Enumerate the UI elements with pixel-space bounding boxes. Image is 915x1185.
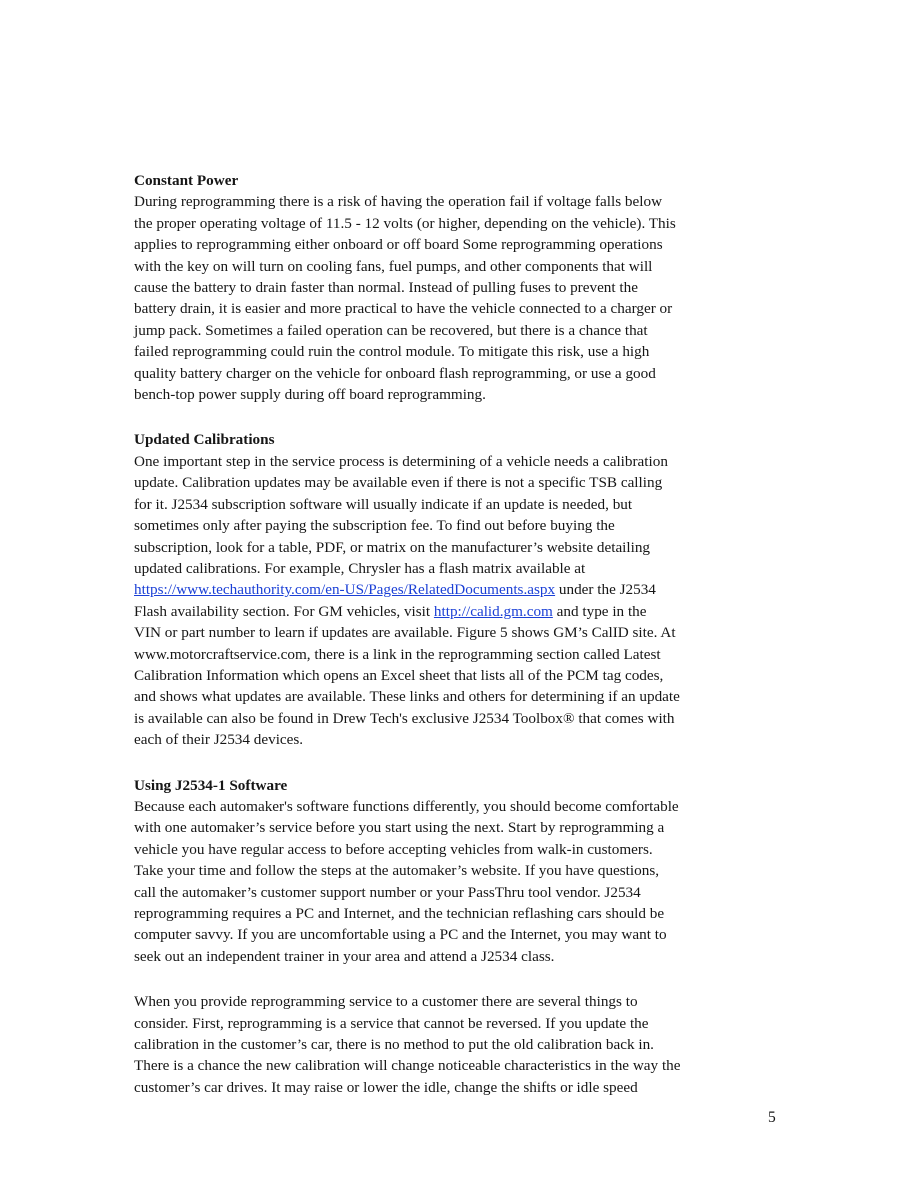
- text-run: calibration in the customer’s car, there is no method to put the old calibration back in.: [134, 1036, 654, 1054]
- text-run: with one automaker’s service before you start using the next. Start by reprogramming a: [134, 819, 665, 837]
- text-line: [134, 472, 786, 493]
- text-run: each of their J2534 devices.: [134, 731, 304, 749]
- text-run: VIN or part number to learn if updates are available. Figure 5 shows GM’s CalID site. At: [134, 624, 676, 642]
- text-line: [134, 903, 786, 924]
- text-run: is available can also be found in Drew Tech's exclusive J2534 Toolbox® that comes with: [134, 709, 675, 727]
- text-line: [134, 839, 786, 860]
- text-line: [134, 384, 786, 405]
- text-line: [134, 341, 786, 362]
- hyperlink[interactable]: http://calid.gm.com: [433, 602, 553, 620]
- text-line: [134, 320, 786, 341]
- text-line: [134, 882, 786, 903]
- text-run: There is a chance the new calibration will change noticeable characteristics in the way the: [134, 1057, 681, 1075]
- page-number: 5: [768, 1109, 776, 1126]
- section-heading: Using J2534-1 Software: [134, 776, 288, 794]
- text-line: [134, 860, 786, 881]
- text-run: Flash availability section. For GM vehicles, visit: [134, 602, 434, 620]
- text-line: [134, 579, 786, 600]
- text-line: [134, 991, 786, 1012]
- text-line: [134, 729, 786, 750]
- text-run: jump pack. Sometimes a failed operation can be recovered, but there is a chance that: [134, 321, 648, 339]
- text-line: [134, 924, 786, 945]
- section-heading: Updated Calibrations: [134, 431, 275, 449]
- text-run: During reprogramming there is a risk of having the operation fail if voltage falls below: [134, 193, 663, 211]
- text-run: computer savvy. If you are uncomfortable using a PC and the Internet, you may want to: [134, 926, 667, 944]
- text-line: [134, 644, 786, 665]
- text-run: reprogramming requires a PC and Internet, and the technician reflashing cars should be: [134, 905, 665, 922]
- text-line: [134, 1034, 786, 1055]
- section: [134, 991, 786, 1098]
- text-line: [134, 537, 786, 558]
- text-line: [134, 494, 786, 515]
- text-run: applies to reprogramming either onboard or off board Some reprogramming operations: [134, 236, 663, 254]
- text-run: the proper operating voltage of 11.5 - 12 volts (or higher, depending on the vehicle). This: [134, 214, 676, 232]
- text-line: [134, 298, 786, 319]
- text-run: www.motorcraftservice.com, there is a link in the reprogramming section called Latest: [134, 645, 661, 663]
- text-run: under the J2534: [555, 581, 656, 599]
- text-line: [134, 708, 786, 729]
- text-line: [134, 1055, 786, 1076]
- text-run: failed reprogramming could ruin the control module. To mitigate this risk, use a high: [134, 343, 650, 361]
- text-line: [134, 191, 786, 212]
- text-run: sometimes only after paying the subscription fee. To find out before buying the: [134, 517, 615, 535]
- text-run: bench-top power supply during off board reprogramming.: [134, 386, 486, 404]
- text-line: [134, 515, 786, 536]
- text-run: Calibration Information which opens an Excel sheet that lists all of the PCM tag codes,: [134, 666, 664, 684]
- section: [134, 170, 786, 405]
- section-heading: Constant Power: [134, 172, 239, 189]
- text-run: with the key on will turn on cooling fans, fuel pumps, and other components that will: [134, 257, 653, 275]
- text-line: [134, 1077, 786, 1098]
- text-line: [134, 213, 786, 234]
- text-run: for it. J2534 subscription software will usually indicate if an update is needed, but: [134, 495, 633, 513]
- text-line: [134, 363, 786, 384]
- section: [134, 429, 786, 750]
- text-run: and type in the: [552, 602, 647, 620]
- text-run: consider. First, reprogramming is a service that cannot be reversed. If you update the: [134, 1014, 649, 1032]
- text-line: [134, 686, 786, 707]
- text-run: updated calibrations. For example, Chrysler has a flash matrix available at: [134, 559, 586, 577]
- text-line: [134, 558, 786, 579]
- text-run: Take your time and follow the steps at the automaker’s website. If you have questions,: [134, 862, 660, 880]
- text-run: Because each automaker's software functions differently, you should become comfortable: [134, 797, 679, 815]
- text-run: customer’s car drives. It may raise or lower the idle, change the shifts or idle speed: [134, 1078, 638, 1096]
- text-line: [134, 622, 786, 643]
- text-run: and shows what updates are available. These links and others for determining if an update: [134, 688, 680, 706]
- text-run: battery drain, it is easier and more practical to have the vehicle connected to a charger or: [134, 300, 673, 318]
- text-run: call the automaker’s customer support number or your PassThru tool vendor. J2534: [134, 883, 641, 901]
- text-line: [134, 1013, 786, 1034]
- text-line: [134, 946, 786, 967]
- text-line: [134, 256, 786, 277]
- text-run: subscription, look for a table, PDF, or matrix on the manufacturer’s website detailing: [134, 538, 651, 556]
- document-body: [134, 170, 786, 1122]
- text-run: vehicle you have regular access to before accepting vehicles from walk-in customers.: [134, 840, 653, 858]
- text-line: [134, 817, 786, 838]
- text-run: quality battery charger on the vehicle for onboard flash reprogramming, or use a good: [134, 364, 656, 382]
- hyperlink[interactable]: https://www.techauthority.com/en-US/Pages/RelatedDocuments.aspx: [134, 581, 556, 599]
- section: [134, 775, 786, 968]
- text-line: [134, 234, 786, 255]
- text-line: [134, 277, 786, 298]
- text-run: cause the battery to drain faster than normal. Instead of pulling fuses to prevent the: [134, 279, 638, 297]
- text-run: One important step in the service process is determining of a vehicle needs a calibration: [134, 452, 668, 470]
- text-run: seek out an independent trainer in your area and attend a J2534 class.: [134, 947, 555, 965]
- text-run: update. Calibration updates may be available even if there is not a specific TSB calling: [134, 474, 663, 492]
- text-run: When you provide reprogramming service to a customer there are several things to: [134, 993, 638, 1011]
- text-line: [134, 601, 786, 622]
- text-line: [134, 451, 786, 472]
- text-line: [134, 665, 786, 686]
- text-line: [134, 796, 786, 817]
